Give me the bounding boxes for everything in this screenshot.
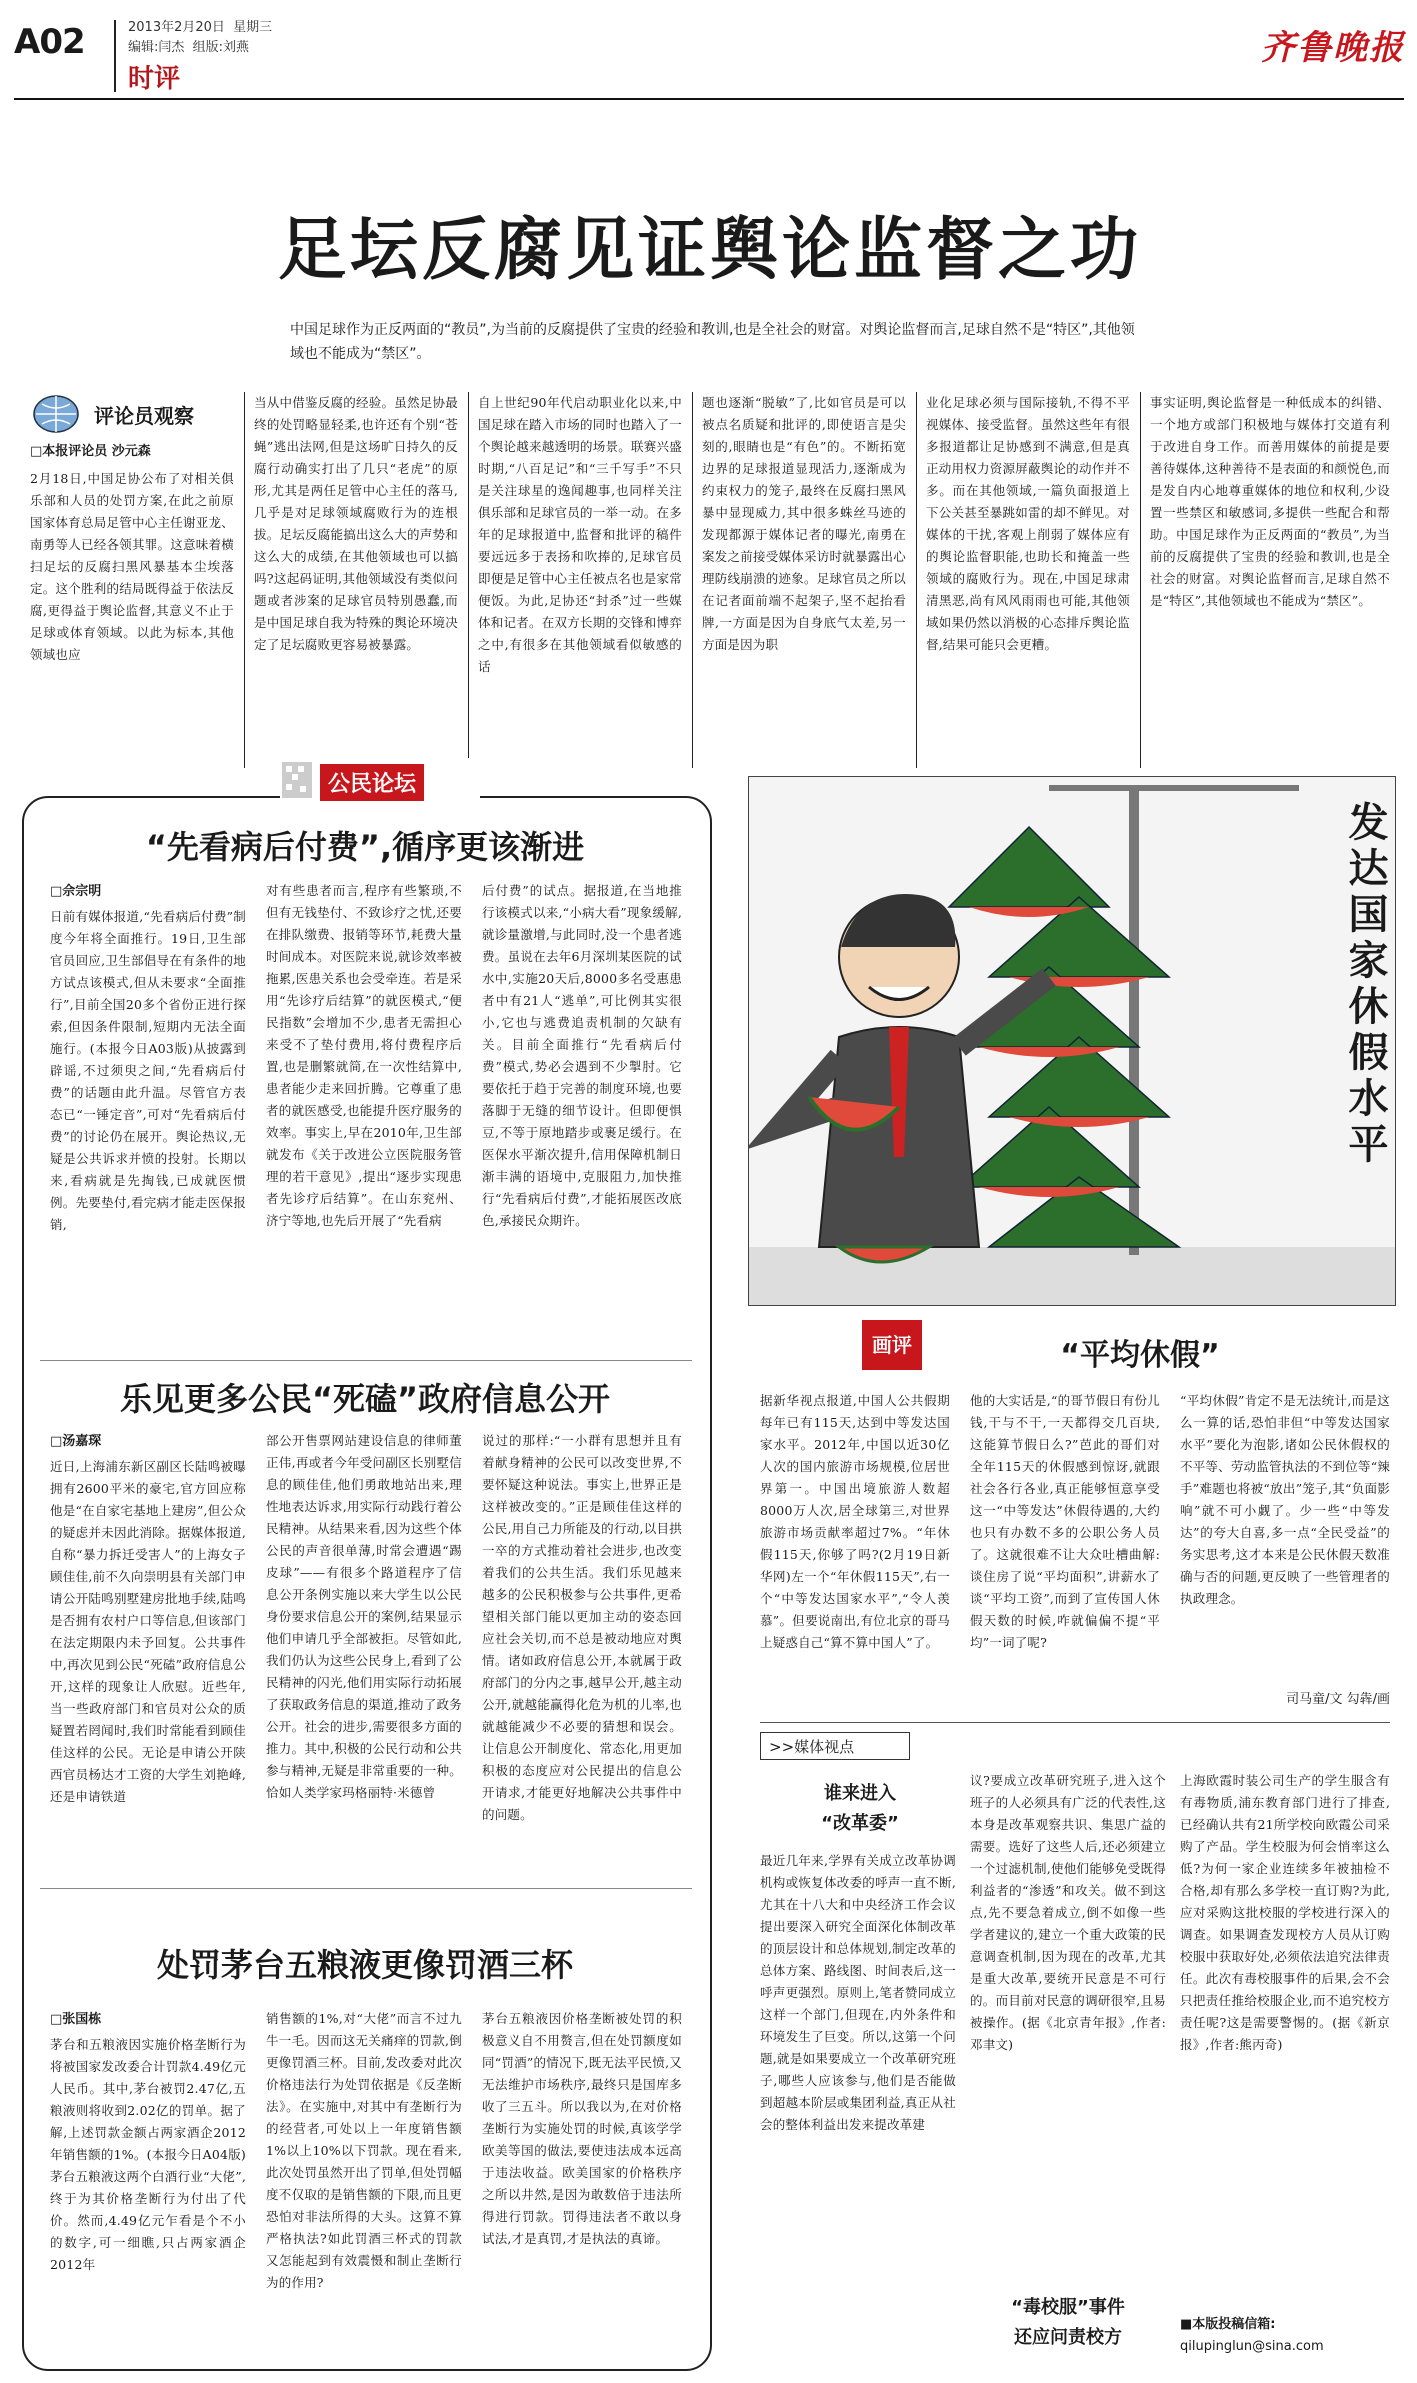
section-name: 时评 bbox=[128, 64, 181, 94]
main-col-1: 2月18日,中国足协公布了对相关俱乐部和人员的处罚方案,在此之前原国家体育总局足管中心主任谢亚龙、南勇等人已经各领其罪。这意味着横扫足坛的反腐扫黑风暴基本尘埃落定。这个胜利的结局既得益于依法反腐,更得益于舆论监督,其意义不止于足球或体育领域。以此为标本,其他领域也应 bbox=[30, 471, 234, 662]
media-col-2: 议?要成立改革研究班子,进入这个班子的人必须具有广泛的代表性,这本身是改革观察共识、集思广益的需要。选好了这些人后,还必须建立一个过滤机制,使他们能够免受既得利益者的“渗透”和攻关。做不到这点,先不要急着成立,倒不如像一些学者建议的,建立一个重大政策的民意调查机制,因为现在的改革,尤其是重大改革,要统开民意是不可行的。而目前对民意的调研很窄,且易被操作。(据《北京青年报》,作者:邓聿文) bbox=[970, 1773, 1166, 2052]
forum-article-1-byline: □佘宗明 bbox=[50, 884, 102, 899]
globe-icon bbox=[30, 392, 90, 436]
forum-a2-col-2: 部公开售票网站建设信息的律师董正伟,再或者今年受问副区长别墅信息的顾佳佳,他们勇敢地站出来,理性地表达诉求,用实际行动践行着公民精神。从结果来看,因为这些个体公民的声音很单薄,时常会遭遇“踢皮球”——有很多个路道程序了信息公开条例实施以来大学生以公民身份要求信息公开的案例,结果显示他们申请几乎全部被拒。尽管如此,我们仍认为这些公民身上,看到了公民精神的闪光,他们用实际行动拓展了获取政务信息的渠道,推动了政务公开。社会的进步,需要很多方面的推力。其中,积极的公民行动和公共参与精神,无疑是非常重要的一种。恰如人类学家玛格丽特·米德曾 bbox=[266, 1433, 462, 1800]
cartoon-illustration bbox=[749, 777, 1395, 1305]
main-byline: □本报评论员 沙元森 bbox=[30, 444, 151, 459]
page-code: A02 bbox=[14, 22, 85, 62]
contact-email[interactable]: qilupinglun@sina.com bbox=[1180, 2339, 1324, 2354]
forum-article-2-title: 乐见更多公民“死磕”政府信息公开 bbox=[119, 1380, 611, 1418]
column-label: 评论员观察 bbox=[94, 404, 194, 428]
media-a1-title-2: “改革委” bbox=[821, 1813, 899, 1834]
media-label: >>媒体视点 bbox=[760, 1732, 910, 1760]
forum-article-3-byline: □张国栋 bbox=[50, 2012, 102, 2027]
cartoon-article-title: “平均休假” bbox=[1060, 1338, 1220, 1373]
forum-separator bbox=[40, 1888, 692, 1889]
media-a1-title-1: 谁来进入 bbox=[824, 1783, 896, 1804]
col-divider bbox=[468, 392, 469, 768]
forum-a3-col-3: 茅台五粮液因价格垄断被处罚的积极意义自不用赘言,但在处罚额度如同“罚酒”的情况下,既无法平民愤,又无法维护市场秩序,最终只是国库多收了三五斗。所以我以为,在对价格垄断行为实施处罚的时候,真该学学欧美等国的做法,要使违法成本远高于违法收益。欧美国家的价格秩序之所以井然,是因为敢数倍于违法所得进行罚款。罚得违法者不敢以身试法,才是真罚,才是执法的真谛。 bbox=[482, 2011, 682, 2246]
forum-article-2-byline: □汤嘉琛 bbox=[50, 1434, 102, 1449]
layout-editor: 组版:刘燕 bbox=[192, 40, 250, 55]
forum-separator bbox=[40, 1360, 692, 1361]
forum-a3-col-1: 茅台和五粮液因实施价格垄断行为将被国家发改委合计罚款4.49亿元人民币。其中,茅台被罚2.47亿,五粮液则将收到2.02亿的罚单。据了解,上述罚款金额占两家酒企2012年销售额的1%。(本报今日A04版)茅台五粮液这两个白酒行业“大佬”,终于为其价格垄断行为付出了代价。然而,4.49亿元乍看是个不小的数字,可一细瞧,只占两家酒企2012年 bbox=[50, 2037, 246, 2272]
media-a2-title-2: 还应问责校方 bbox=[1014, 2327, 1122, 2348]
newspaper-logo: 齐鲁晚报 bbox=[1261, 28, 1405, 68]
main-col-5: 业化足球必须与国际接轨,不得不平视媒体、接受监督。虽然这些年有很多报道都让足协感到不满意,但是真正动用权力资源屏蔽舆论的动作并不多。而在其他领域,一篇负面报道上下公关甚至暴跳如雷的却不鲜见。对媒体的干扰,客观上削弱了媒体应有的舆论监督职能,也助长和掩盖一些领域的腐败行为。现在,中国足球肃清黑恶,尚有风风雨雨也可能,其他领域如果仍然以消极的心态排斥舆论监督,结果可能只会更糟。 bbox=[926, 395, 1130, 652]
col-divider bbox=[692, 392, 693, 768]
forum-a3-col-2: 销售额的1%,对“大佬”而言不过九牛一毛。因而这无关痛痒的罚款,倒更像罚酒三杯。目前,发改委对此次价格违法行为处罚依据是《反垄断法》。在实施中,对其中有垄断行为的经营者,可处以上一年度销售额1%以上10%以下罚款。现在看来,此次处罚虽然开出了罚单,但处罚幅度不仅取的是销售额的下限,而且更恐怕对非法所得的大头。这算不算严格执法?如此罚酒三杯式的罚款又怎能起到有效震慑和制止垄断行为的作用? bbox=[266, 2011, 462, 2290]
main-headline: 足坛反腐见证舆论监督之功 bbox=[277, 211, 1142, 290]
main-col-3: 自上世纪90年代启动职业化以来,中国足球在踏入市场的同时也踏入了一个舆论越来越透明的场景。联赛兴盛时期,“八百足记”和“三千写手”不只是关注球星的逸闻趣事,也同样关注俱乐部和足球官员的一举一动。在多年的足球报道中,监督和批评的稿件要远远多于表扬和吹捧的,足球官员即便是足管中心主任被点名也是家常便饭。为此,足协还“封杀”过一些媒体和记者。在双方长期的交锋和博弈之中,有很多在其他领域看似敏感的话 bbox=[478, 395, 682, 674]
media-col-1: 最近几年来,学界有关成立改革协调机构或恢复体改委的呼声一直不断,尤其在十八大和中央经济工作会议提出要深入研究全面深化体制改革的顶层设计和总体规划,制定改革的总体方案、路线图、时间表后,这一呼声更强烈。原则上,笔者赞同成立这样一个部门,但现在,内外条件和环境发生了巨变。所以,这第一个问题,就是如果要成立一个改革研究班子,哪些人应该参与,他们是否能做到超越本阶层或集团利益,真正从社会的整体利益出发来提改革建 bbox=[760, 1853, 956, 2132]
main-lead: 中国足球作为正反两面的“教员”,为当前的反腐提供了宝贵的经验和教训,也是全社会的财富。对舆论监督而言,足球自然不是“特区”,其他领域也不能成为“禁区”。 bbox=[290, 322, 1135, 362]
forum-pattern-icon bbox=[280, 760, 314, 800]
media-a2-title-1: “毒校服”事件 bbox=[1011, 2297, 1125, 2318]
forum-a2-col-1: 近日,上海浦东新区副区长陆鸣被曝拥有2600平米的豪宅,官方回应称他是“在自家宅基地上建房”,但公众的疑虑并未因此消除。据媒体报道,自称“暴力拆迁受害人”的上海女子顾佳佳,前不久向崇明县有关部门申请公开陆鸣别墅建房批地手续,陆鸣是否拥有农村户口等信息,但该部门在法定期限内未予回复。公共事件中,再次见到公民“死磕”政府信息公开,这样的现象让人欣慰。近些年,当一些政府部门和官员对公众的质疑置若罔闻时,我们时常能看到顾佳佳这样的公民。无论是申请公开陕西官员杨达才工资的大学生刘艳峰,还是申请铁道 bbox=[50, 1459, 246, 1804]
col-divider bbox=[916, 392, 917, 768]
issue-weekday: 星期三 bbox=[233, 20, 273, 35]
main-col-4: 题也逐渐“脱敏”了,比如官员是可以被点名质疑和批评的,即使语言是尖刻的,眼睛也是“有色”的。不断拓宽边界的足球报道显现活力,逐渐成为约束权力的笼子,最终在反腐扫黑风暴中显现威力,其中很多蛛丝马迹的发现都源于媒体记者的曝光,南勇在案发之前接受媒体采访时就暴露出心理防线崩溃的迹象。足球官员之所以在记者面前端不起架子,坚不起抬看牌,一方面是因为自身底气太差,另一方面是因为职 bbox=[702, 395, 906, 652]
forum-label: 公民论坛 bbox=[320, 764, 424, 801]
header-rule bbox=[14, 98, 1404, 100]
header-meta bbox=[128, 18, 408, 58]
cartoon-col-3: “平均休假”肯定不是无法统计,而是这么一算的话,恐怕非但“中等发达国家水平”要化为泡影,诸如公民休假权的不平等、劳动监管执法的不到位等“辣手”难题也将被“放出”笼子,其“负面影响”就不可小觑了。少一些“中等发达”的夸大自喜,多一点“全民受益”的务实思考,这才本来是公民休假天数准确与否的问题,更反映了一些管理者的执政理念。 bbox=[1180, 1393, 1390, 1606]
main-col-6: 事实证明,舆论监督是一种低成本的纠错、一个地方或部门积极地与媒体打交道有利于改进自身工作。而善用媒体的前提是要善待媒体,这种善待不是表面的和颜悦色,而是发自内心地尊重媒体的地位和权利,少设置一些禁区和敏感词,多提供一些配合和帮助。中国足球作为正反两面的“教员”,为当前的反腐提供了宝贵的经验和教训,也是全社会的财富。对舆论监督而言,足球自然不是“特区”,其他领域也不能成为“禁区”。 bbox=[1150, 395, 1390, 608]
forum-a2-col-3: 说过的那样:“一小群有思想并且有着献身精神的公民可以改变世界,不要怀疑这种说法。事实上,世界正是这样被改变的。”正是顾佳佳这样的公民,用自己力所能及的行动,以目拱一卒的方式推动着社会进步,也改变着我们的公共生活。我们乐见越来越多的公民积极参与公共事件,更希望相关部门能以更加主动的姿态回应社会关切,而不总是被动地应对舆情。诸如政府信息公开,本就属于政府部门的分内之事,越早公开,越主动公开,就越能赢得化危为机的儿率,也就越能减少不必要的猜想和误会。让信息公开制度化、常态化,用更加积极的态度应对公民提出的信息公开请求,才能更好地解决公共事件中的问题。 bbox=[482, 1433, 682, 1822]
issue-date: 2013年2月20日 bbox=[128, 20, 225, 35]
cartoon-col-2: 他的大实话是,“的哥节假日有份儿钱,干与不干,一天都得交几百块,这能算节假日么?”芭此的哥们对全年115天的休假感到惊讶,就跟社会各行各业,真正能够恒意享受这一“中等发达”休假待遇的,大约也只有办数不多的公职公务人员了。这就很难不让大众吐槽曲解:谈住房了说“平均面积”,讲薪水了谈“平均工资”,而到了宣传国人休假天数的时候,咋就偏偏不提“平均”一词了呢? bbox=[970, 1393, 1160, 1650]
editor: 编辑:闫杰 bbox=[128, 40, 185, 55]
col-divider bbox=[244, 392, 245, 768]
cartoon-tag: 画评 bbox=[862, 1320, 922, 1370]
forum-article-1-title: “先看病后付费”,循序更该渐进 bbox=[145, 828, 585, 866]
contact-label: ■本版投稿信箱: bbox=[1180, 2317, 1276, 2332]
forum-article-3-title: 处罚茅台五粮液更像罚酒三杯 bbox=[156, 1946, 573, 1984]
forum-a1-col-3: 后付费”的试点。据报道,在当地推行该模式以来,“小病大看”现象缓解,就诊量激增,与此同时,没一个患者逃费。虽说在去年6月深圳某医院的试水中,实施20天后,8000多名受惠患者中有21人“逃单”,可比例其实很小,它也与逃费追责机制的欠缺有关。目前全面推行“先看病后付费”模式,势必会遇到不少掣肘。它要依托于趋于完善的制度环境,也要落脚于无缝的细节设计。但即便惧豆,不等于原地踏步或裹足缓行。在医保水平渐次提升,信用保障机制日渐丰满的语境中,克服阻力,加快推行“先看病后付费”,才能拓展医改底色,承接民众期许。 bbox=[482, 883, 682, 1228]
media-rule bbox=[760, 1722, 1390, 1723]
column-badge bbox=[30, 392, 260, 436]
header-divider bbox=[114, 20, 116, 92]
cartoon-frame bbox=[748, 776, 1396, 1306]
forum-label-box bbox=[280, 758, 480, 802]
contact-block bbox=[1180, 2314, 1390, 2358]
cartoon-credit: 司马童/文 勾犇/画 bbox=[1286, 1692, 1390, 1707]
forum-a1-col-1: 日前有媒体报道,“先看病后付费”制度今年将全面推行。19日,卫生部官员回应,卫生部倡导在有条件的地方试点该模式,但从未要求“全面推行”,目前全国20多个省份正进行探索,但因条件限制,短期内无法全面施行。(本报今日A03版)从披露到辟谣,不过须臾之间,“先看病后付费”的话题由此升温。尽管官方表态已“一锤定音”,可对“先看病后付费”的讨论仍在展开。舆论热议,无疑是公共诉求并愤的投射。长期以来,看病就是先掏钱,已成就医惯例。先要垫付,看完病才能走医保报销, bbox=[50, 909, 246, 1232]
forum-a1-col-2: 对有些患者而言,程序有些繁琐,不但有无钱垫付、不致诊疗之忧,还要在排队缴费、报销等环节,耗费大量时间成本。对医院来说,就诊效率被拖累,医患关系也会受牵连。若是采用“先诊疗后结算”的就医模式,“便民指数”会增加不少,患者无需担心来受不了垫付费用,将付费程序后置,也是删繁就简,在一次性结算中,患者能少走来回折腾。它尊重了患者的就医感受,也能提升医疗服务的效率。事实上,早在2010年,卫生部就发布《关于改进公立医院服务管理的若干意见》,提出“逐步实现患者先诊疗后结算”。在山东兖州、济宁等地,也先后开展了“先看病 bbox=[266, 883, 462, 1228]
col-divider bbox=[1140, 392, 1141, 768]
main-col-2: 当从中借鉴反腐的经验。虽然足协最终的处罚略显轻柔,也许还有个别“苍蝇”逃出法网,但是这场旷日持久的反腐行动确实打出了几只“老虎”的原形,尤其是两任足管中心主任的落马,几乎是对足球领域腐败行为的连根拔。足坛反腐能搞出这么大的声势和这么大的成绩,在其他领域也可以搞吗?这起码证明,其他领域没有类似问题或者涉案的足球官员特别愚蠢,而是中国足球自我为特殊的舆论环境决定了足坛腐败更容易被暴露。 bbox=[254, 395, 458, 652]
media-col-3: 上海欧霞时装公司生产的学生服含有有毒物质,浦东教育部门进行了排查,已经确认共有21所学校向欧霞公司采购了产品。学生校服为何会悄率这么低?为何一家企业连续多年被抽检不合格,却有那么多学校一直订购?为此,应对采购这批校服的学校进行深入的调查。如果调查发现校方人员从订购校服中获取好处,必须依法追究法律责任。此次有毒校服事件的后果,会不会只把责任推给校服企业,而不追究校方责任呢?这是需要警惕的。(据《新京报》,作者:熊丙奇) bbox=[1180, 1773, 1390, 2052]
cartoon-caption: 发达国家休假水平 bbox=[1342, 801, 1388, 1169]
cartoon-col-1: 据新华视点报道,中国人公共假期每年已有115天,达到中等发达国家水平。2012年,中国以近30亿人次的国内旅游市场规模,位居世界第一。中国出境旅游人数超8000万人次,居全球第三,对世界旅游市场贡献率超过7%。“年休假115天,你够了吗?(2月19日新华网)左一个“年休假115天”,右一个“中等发达国家水平”,“令人羡慕”。但要说南出,有位北京的哥马上疑惑自己“算不算中国人”了。 bbox=[760, 1393, 950, 1650]
